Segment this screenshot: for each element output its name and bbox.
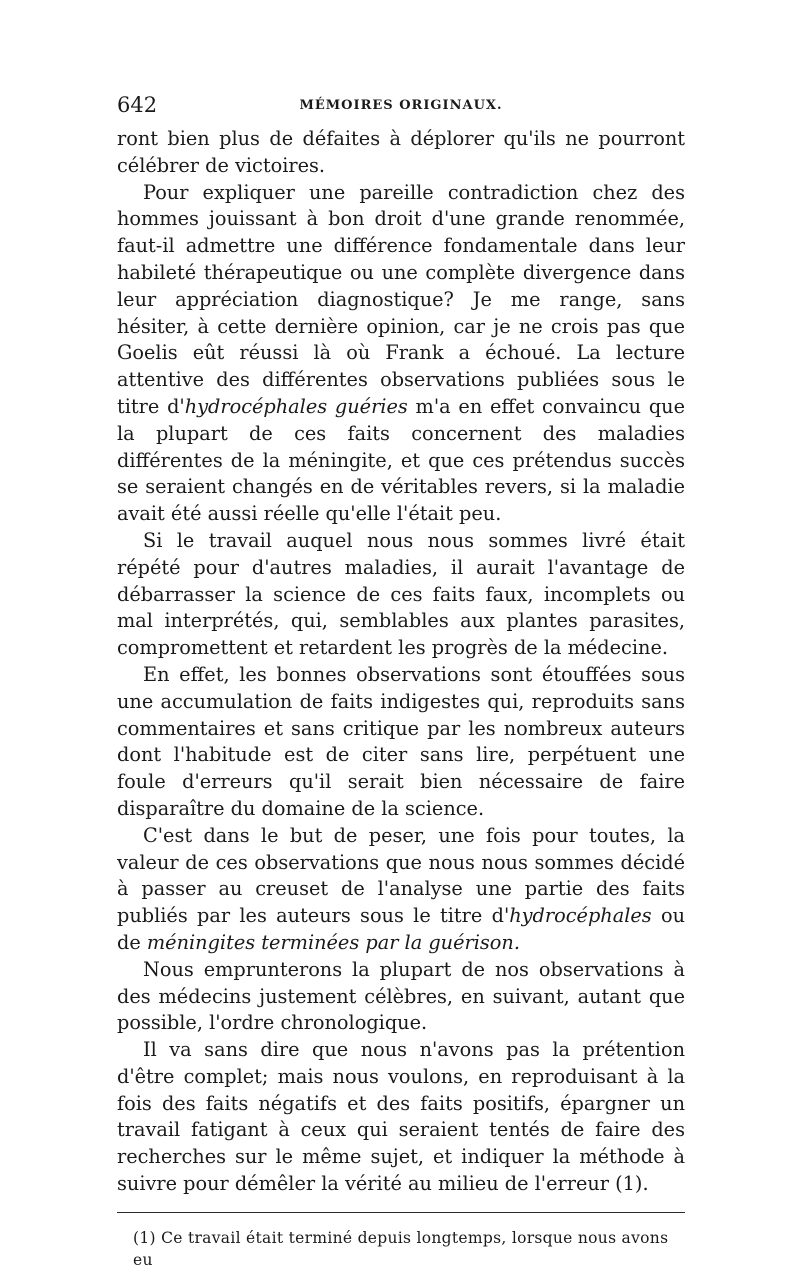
running-head xyxy=(117,92,685,126)
paragraph-contradiction xyxy=(117,180,685,528)
paragraph-text: Il va sans dire que nous n'avons pas la prétention d'être complet; mais nous voulons, en reproduisant à la fois des faits négatifs et des faits positifs, épargner un travail fatigant à ceux qui seraient tentés de faire des recherches sur le même sujet, et indiquer la méthode à suivre pour démêler la vérité au milieu de l'erreur (1). xyxy=(117,1038,685,1196)
paragraph-text: m'a en effet convaincu que la plupart de ces faits concernent des maladies différentes de la méningite, et que ces prétendus succès se seraient changés en de véritables revers, si la maladie avait été aussi réelle qu'elle l'était peu. xyxy=(117,394,686,526)
paragraph-continuation xyxy=(117,126,685,180)
paragraph-text: ront bien plus de défaites à déplorer qu'ils ne pourront célébrer de victoires. xyxy=(117,127,685,177)
italic-term: hydrocéphales guéries xyxy=(184,394,408,418)
paragraph-text: Nous emprunterons la plupart de nos observations à des médecins justement célèbres, en suivant, autant que possible, l'ordre chronologique. xyxy=(117,957,685,1035)
document-page xyxy=(117,92,685,1271)
paragraph-text: ou de xyxy=(117,904,685,954)
running-title: MÉMOIRES ORIGINAUX. xyxy=(299,98,503,113)
paragraph-text: En effet, les bonnes observations sont étouffées sous une accumulation de faits indigestes qui, reproduits sans commentaires et sans critique par les nombreux auteurs dont l'habitude est de citer sans lire, perpétuent une foule d'erreurs qu'il serait bien nécessaire de faire disparaître du domaine de la science. xyxy=(117,662,685,820)
paragraph-text: C'est dans le but de peser, une fois pour toutes, la valeur de ces observations que nous nous sommes décidé à passer au creuset de l'analyse une partie des faits publiés par les auteurs sous le titre d' xyxy=(117,823,685,928)
footnote: (1) Ce travail était terminé depuis longtemps, lorsque nous avons eu xyxy=(133,1228,669,1269)
paragraph-en-effet xyxy=(117,662,685,823)
paragraph-travail xyxy=(117,528,685,662)
paragraph-emprunterons xyxy=(117,957,685,1037)
footnote-divider xyxy=(117,1212,685,1213)
paragraph-text: Si le travail auquel nous nous sommes livré était répété pour d'autres maladies, il aurait l'avantage de débarrasser la science de ces faits faux, incomplets ou mal interprétés, qui, semblables aux plantes parasites, compromettent et retardent les progrès de la médecine. xyxy=(117,528,685,660)
paragraph-but xyxy=(117,823,685,957)
italic-term: méningites terminées par la guérison. xyxy=(146,930,520,954)
paragraph-pretention xyxy=(117,1037,685,1198)
paragraph-text: Pour expliquer une pareille contradiction chez des hommes jouissant à bon droit d'une grande renommée, faut-il admettre une différence fondamentale dans leur habileté thérapeutique ou une complète divergence dans leur appréciation diagnostique? Je me range, sans hésiter, à cette dernière opinion, car je ne crois pas que Goelis eût réussi là où Frank a échoué. La lecture attentive des différentes observations publiées sous le titre d' xyxy=(117,180,685,418)
page-number: 642 xyxy=(117,93,158,117)
italic-term: hydrocéphales xyxy=(509,904,652,928)
